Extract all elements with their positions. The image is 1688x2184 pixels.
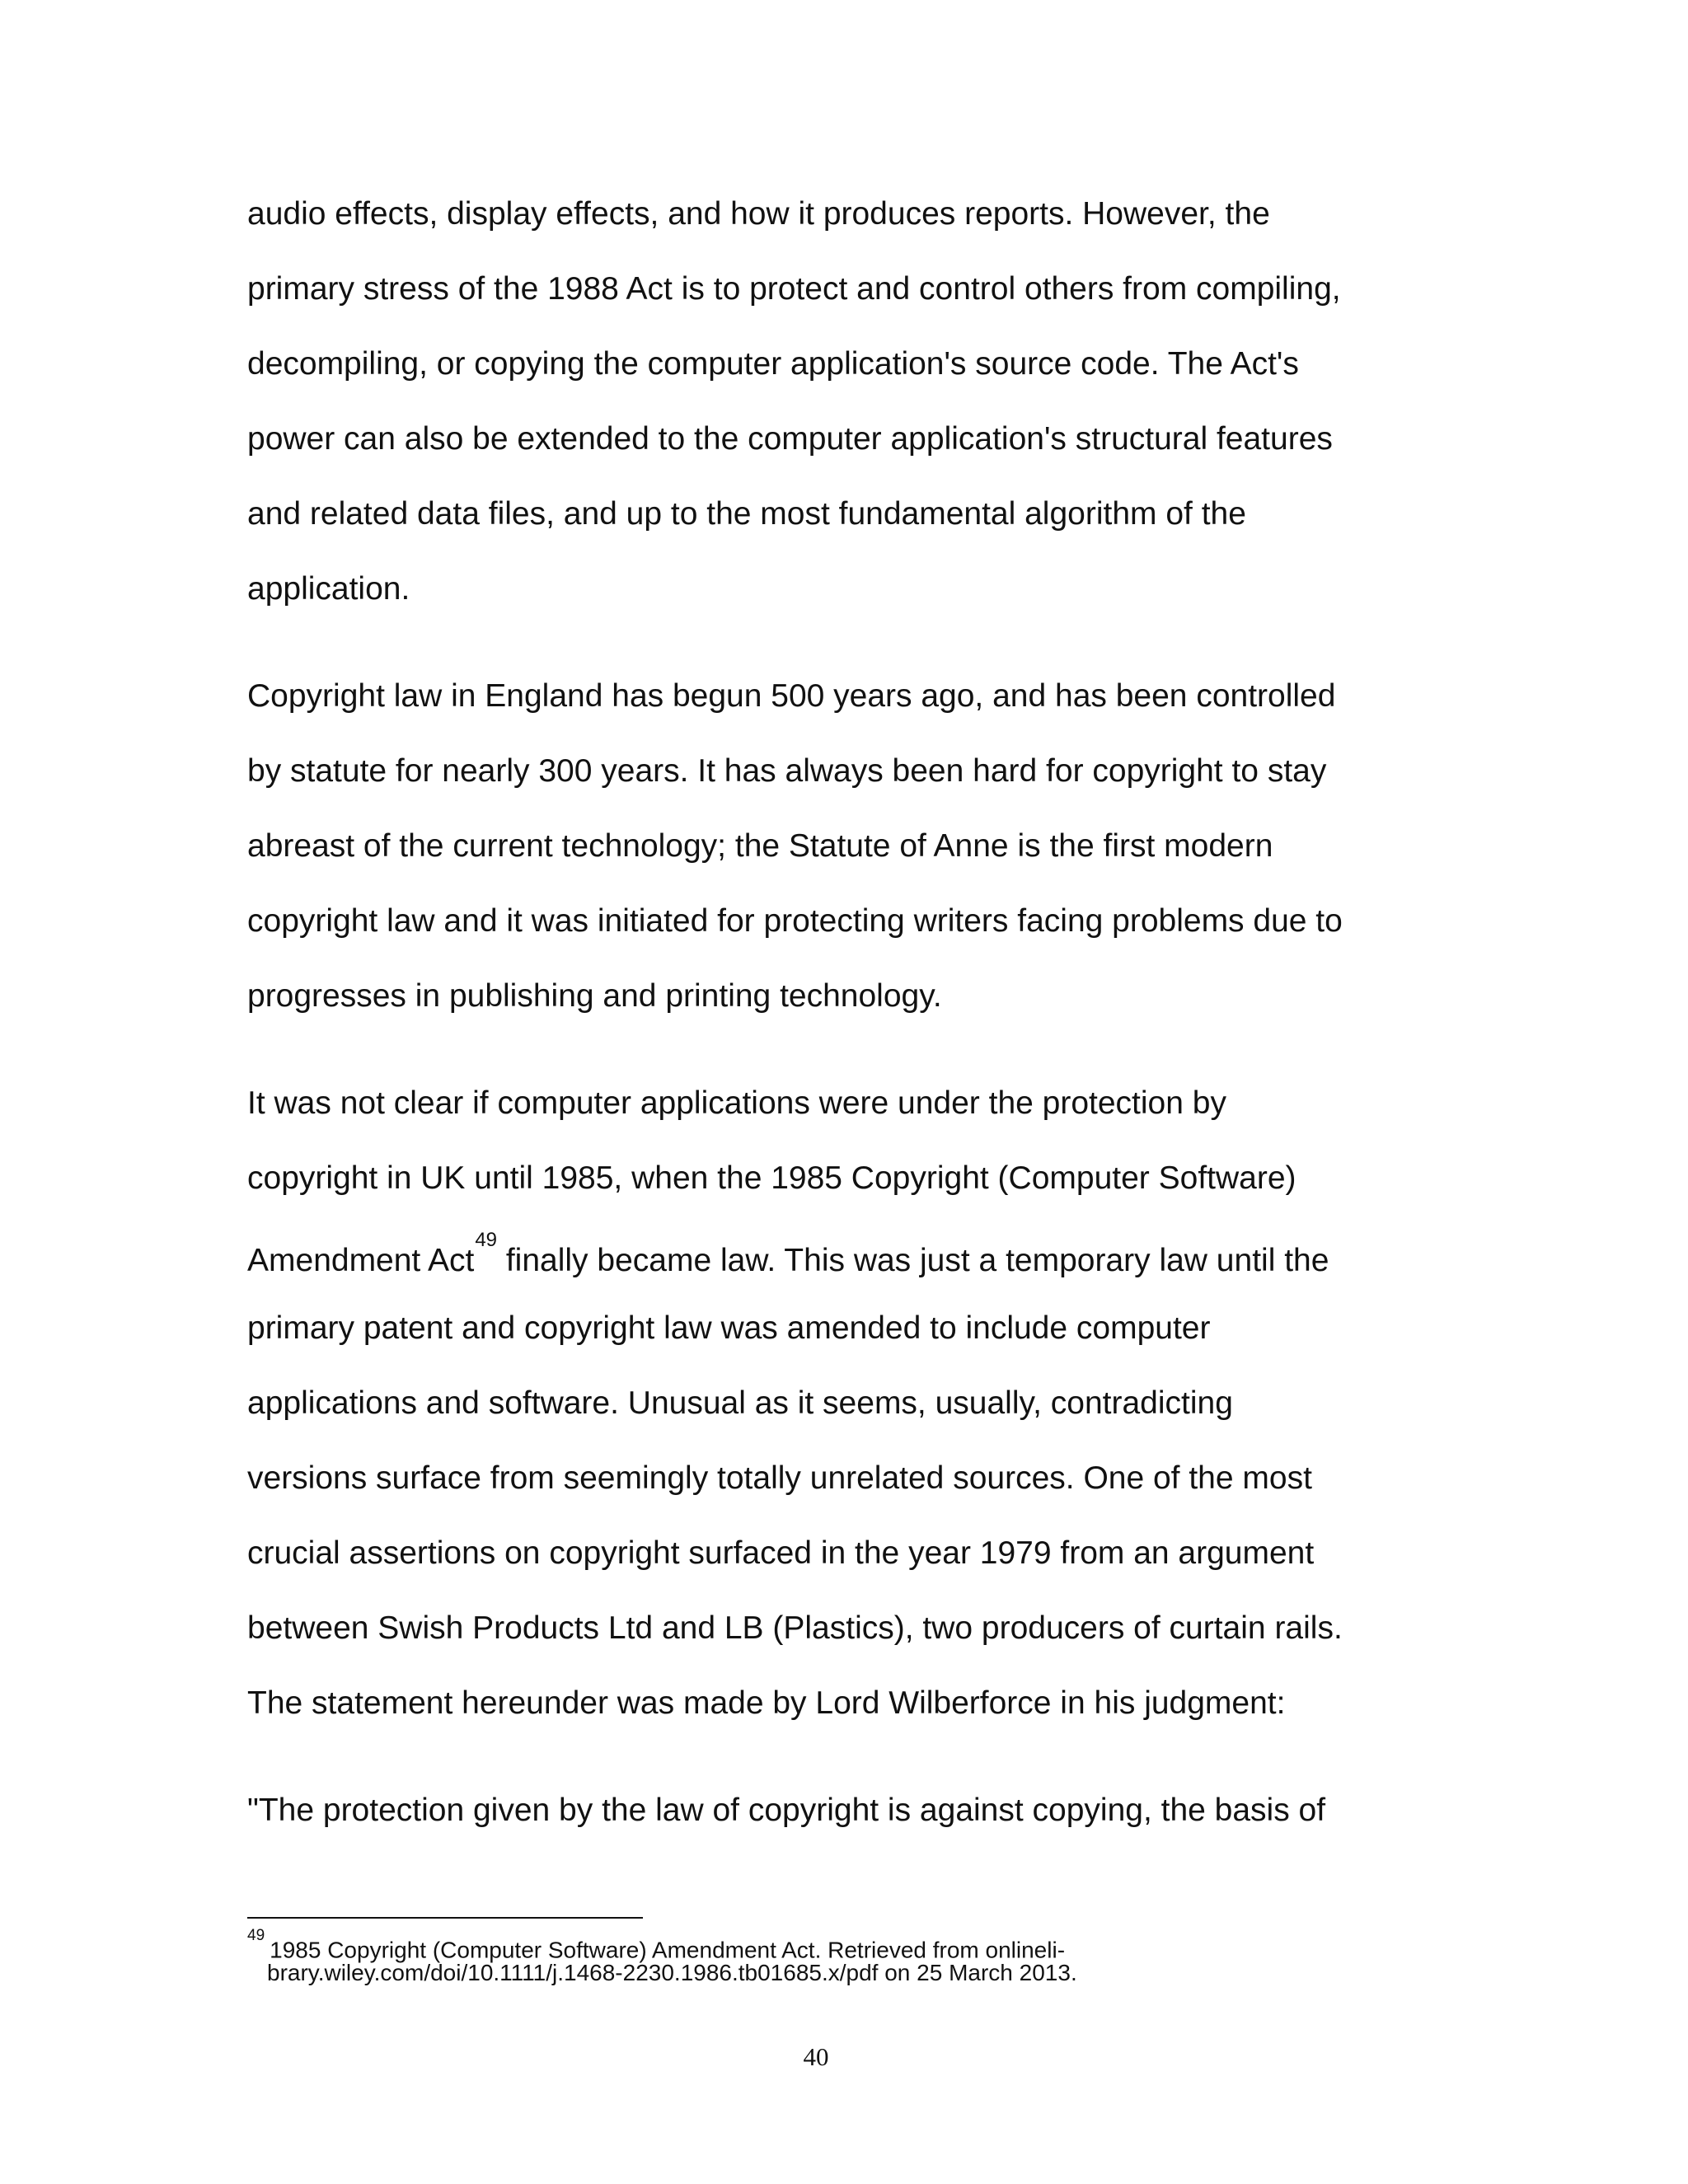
text-line: It was not clear if computer applications were under the protection by — [247, 1085, 1226, 1121]
text-line: and related data files, and up to the most fundamental algorithm of the — [247, 496, 1246, 532]
text-line: Copyright law in England has begun 500 years ago, and has been controlled — [247, 678, 1336, 714]
text-line: crucial assertions on copyright surfaced in the year 1979 from an argument — [247, 1535, 1315, 1571]
text-line: between Swish Products Ltd and LB (Plastics), two producers of curtain rails. — [247, 1610, 1343, 1646]
text-line: primary stress of the 1988 Act is to protect and control others from compiling, — [247, 271, 1341, 307]
text-line: power can also be extended to the computer application's structural features — [247, 421, 1333, 457]
text-line: copyright law and it was initiated for protecting writers facing problems due to — [247, 903, 1343, 939]
text-line: copyright in UK until 1985, when the 1985 Copyright (Computer Software) — [247, 1160, 1296, 1196]
text-line: decompiling, or copying the computer application's source code. The Act's — [247, 346, 1299, 382]
text-line: audio effects, display effects, and how it produces reports. However, the — [247, 196, 1270, 232]
footnote-line: brary.wiley.com/doi/10.1111/j.1468-2230.1986.tb01685.x/pdf on 25 March 2013. — [267, 1960, 1077, 1985]
footnote-reference[interactable]: 49 — [475, 1229, 498, 1251]
text-line: primary patent and copyright law was amended to include computer — [247, 1310, 1211, 1346]
text-segment: Amendment Act — [247, 1243, 475, 1278]
footnote-divider — [247, 1917, 643, 1919]
text-line: progresses in publishing and printing technology. — [247, 978, 942, 1014]
text-line — [247, 1229, 1329, 1278]
text-segment: finally became law. This was just a temporary law until the — [497, 1243, 1329, 1278]
text-line: application. — [247, 571, 410, 607]
quote-line: "The protection given by the law of copyright is against copying, the basis of — [247, 1793, 1326, 1828]
text-line: The statement hereunder was made by Lord Wilberforce in his judgment: — [247, 1685, 1286, 1721]
text-line: versions surface from seemingly totally unrelated sources. One of the most — [247, 1460, 1312, 1496]
text-line: applications and software. Unusual as it seems, usually, contradicting — [247, 1385, 1233, 1421]
footnote-line — [247, 1927, 1066, 1963]
footnote-text: 1985 Copyright (Computer Software) Amendment Act. Retrieved from onlineli- — [270, 1937, 1066, 1963]
text-line: abreast of the current technology; the Statute of Anne is the first modern — [247, 828, 1273, 864]
text-line: by statute for nearly 300 years. It has always been hard for copyright to stay — [247, 753, 1327, 789]
footnote-number: 49 — [247, 1927, 265, 1944]
page-number: 40 — [803, 2042, 829, 2071]
